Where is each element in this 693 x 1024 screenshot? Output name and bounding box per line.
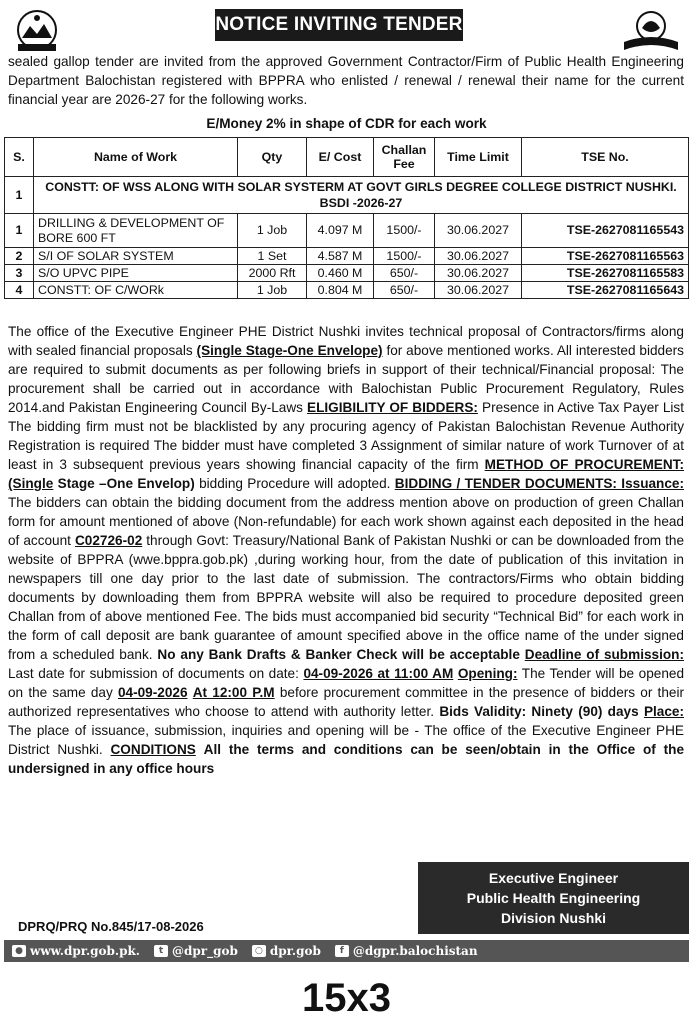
- cell-fee: 1500/-: [374, 248, 435, 265]
- validity-heading: Bids Validity: Ninety (90) days: [439, 704, 639, 719]
- table-row: [5, 214, 689, 248]
- body-text: The Tender will be opened on the same day: [8, 666, 685, 700]
- cell-serial: 3: [5, 265, 34, 282]
- footer-instagram-text: dpr.gob: [269, 944, 321, 958]
- method-heading: METHOD OF PROCUREMENT: (Single: [8, 457, 684, 491]
- opening-time: At 12:00 P.M: [192, 685, 275, 700]
- cell-tse: TSE-2627081165583: [522, 265, 689, 282]
- cell-work-name: S/O UPVC PIPE: [34, 265, 238, 282]
- cell-cost: 0.804 M: [307, 282, 374, 299]
- table-header-row: [5, 138, 689, 177]
- balochistan-emblem-icon: [10, 8, 64, 54]
- cell-time-limit: 30.06.2027: [435, 248, 522, 265]
- deadline-date: 04-09-2026 at 11:00 AM: [303, 666, 454, 681]
- footer-facebook[interactable]: [335, 944, 478, 958]
- opening-heading: Opening:: [457, 666, 518, 681]
- eligibility-heading: ELIGIBILITY OF BIDDERS:: [307, 400, 478, 415]
- opening-date: 04-09-2026: [117, 685, 188, 700]
- single-stage-heading: (Single Stage-One Envelope): [196, 343, 383, 358]
- body-text: The office of the Executive Engineer PHE District Nushki invites technical proposal of Contractors/firms along with sealed financial proposals: [8, 324, 684, 358]
- column-header: Name of Work: [34, 138, 238, 177]
- cell-qty: 1 Set: [238, 248, 307, 265]
- footer-twitter-text: @dpr_gob: [172, 944, 238, 958]
- body-text: bidding Procedure will adopted.: [199, 476, 391, 491]
- signature-block: [418, 862, 689, 934]
- cell-serial: 2: [5, 248, 34, 265]
- signature-department: Public Health Engineering: [466, 890, 641, 906]
- place-heading: Place:: [643, 704, 685, 719]
- bidding-documents-heading: BIDDING / TENDER DOCUMENTS: Issuance:: [394, 476, 685, 491]
- body-text: The bidders can obtain the bidding document from the address mention above on production of green Challan form for amount mentioned of above (Non-refundable) for each work shown against each deposited in the head of account: [8, 495, 684, 548]
- cell-time-limit: 30.06.2027: [435, 265, 522, 282]
- page-title: NOTICE INVITING TENDER: [215, 9, 463, 41]
- no-drafts-note: No any Bank Drafts & Banker Check will be acceptable: [157, 647, 520, 662]
- cell-fee: 650/-: [374, 282, 435, 299]
- deadline-heading: Deadline of submission:: [524, 647, 685, 662]
- body-text: Presence in Active Tax Payer List The bidding firm must not be blacklisted by any procuring agency of Pakistan Balochistan Revenue Authority Registration is required The bidder must have completed 3 Assignment of similar nature of work Turnover of at least in 3 subsequent previous years showing financial capacity of the firm: [8, 400, 685, 472]
- cell-cost: 4.587 M: [307, 248, 374, 265]
- cell-time-limit: 30.06.2027: [435, 282, 522, 299]
- body-text: before procurement committee in the presence of bidders or their authorized representatives who choose to attend with authority letter.: [8, 685, 684, 719]
- tender-body-text: [8, 322, 684, 778]
- column-header: E/ Cost: [307, 138, 374, 177]
- globe-icon: ●: [12, 945, 26, 957]
- cell-tse: TSE-2627081165543: [522, 214, 689, 248]
- footer-twitter[interactable]: [154, 944, 238, 958]
- cell-cost: 0.460 M: [307, 265, 374, 282]
- cell-cost: 4.097 M: [307, 214, 374, 248]
- footer-website-text: www.dpr.gob.pk.: [30, 944, 140, 958]
- group-row: [5, 177, 689, 214]
- body-text: Last date for submission of documents on date:: [8, 666, 299, 681]
- intro-paragraph: sealed gallop tender are invited from the approved Government Contractor/Firm of Public Health Engineering Department Balochistan registered with BPPRA who enlisted / renewal / renewal their name for the current financial year are 2026-27 for the following works.: [8, 54, 684, 107]
- cell-time-limit: 30.06.2027: [435, 214, 522, 248]
- table-row: [5, 282, 689, 299]
- twitter-icon: t: [154, 945, 168, 957]
- cell-work-name: DRILLING & DEVELOPMENT OF BORE 600 FT: [34, 214, 238, 248]
- method-heading-rest: Stage –One Envelop): [57, 476, 195, 491]
- column-header: Challan Fee: [374, 138, 435, 177]
- cell-fee: 650/-: [374, 265, 435, 282]
- cell-serial: 4: [5, 282, 34, 299]
- body-text: The place of issuance, submission, inquiries and opening will be - The office of the Executive Engineer PHE District Nushki.: [8, 723, 684, 757]
- signature-division: Division Nushki: [500, 910, 607, 926]
- footer-facebook-text: @dgpr.balochistan: [352, 944, 478, 958]
- body-text: through Govt: Treasury/National Bank of Pakistan Nushki or can be downloaded from the website of BPPRA (wwe.bppra.gob.pk) ,during working hour, from the date of publication of this invitation in newspapers till one day prior to the last date of submission. The contractors/Firms who obtain bidding documents by downloading them from BPPRA website will also be required to procedure deposited green Challan from of above mentioned Fee. The bids must accompanied bid security “Technical Bid” for each work in the form of call deposit are bank guarantee of amount specified above in the office name of the under signed from a scheduled bank.: [8, 533, 685, 662]
- footer-instagram[interactable]: [252, 944, 321, 958]
- cell-fee: 1500/-: [374, 214, 435, 248]
- column-header: Time Limit: [435, 138, 522, 177]
- cell-qty: 2000 Rft: [238, 265, 307, 282]
- cell-tse: TSE-2627081165563: [522, 248, 689, 265]
- signature-title: Executive Engineer: [488, 870, 619, 886]
- cell-work-name: CONSTT: OF C/WORk: [34, 282, 238, 299]
- footer-website[interactable]: [12, 944, 140, 958]
- tender-table: [4, 137, 689, 299]
- column-header: S.: [5, 138, 34, 177]
- group-number: 1: [5, 177, 34, 214]
- table-row: [5, 248, 689, 265]
- conditions-text: All the terms and conditions can be seen/obtain in the Office of the undersigned in any office hours: [8, 742, 684, 776]
- group-title: CONSTT: OF WSS ALONG WITH SOLAR SYSTERM AT GOVT GIRLS DEGREE COLLEGE DISTRICT NUSHKI. BSDI -2026-27: [34, 177, 689, 214]
- account-number: C02726-02: [74, 533, 143, 548]
- dprq-number: DPRQ/PRQ No.845/17-08-2026: [18, 919, 204, 934]
- footer-bar: [4, 940, 689, 962]
- column-header: TSE No.: [522, 138, 689, 177]
- cell-work-name: S/I OF SOLAR SYSTEM: [34, 248, 238, 265]
- column-header: Qty: [238, 138, 307, 177]
- instagram-icon: ○: [252, 945, 266, 957]
- cell-qty: 1 Job: [238, 282, 307, 299]
- ad-size-label: 15x3: [302, 976, 391, 1020]
- government-seal-icon: [620, 8, 682, 54]
- conditions-heading: CONDITIONS: [110, 742, 196, 757]
- emoney-note: E/Money 2% in shape of CDR for each work: [206, 116, 487, 131]
- body-text: for above mentioned works. All interested bidders are required to submit documents as per following briefs in support of their technical/Financial proposal: The procurement shall be carried out in accordance with Balochistan Public Procurement Regulatory, Rules 2014.and Pakistan Engineering Council By-Laws: [8, 343, 684, 415]
- cell-tse: TSE-2627081165643: [522, 282, 689, 299]
- facebook-icon: f: [335, 945, 349, 957]
- cell-qty: 1 Job: [238, 214, 307, 248]
- table-row: [5, 265, 689, 282]
- cell-serial: 1: [5, 214, 34, 248]
